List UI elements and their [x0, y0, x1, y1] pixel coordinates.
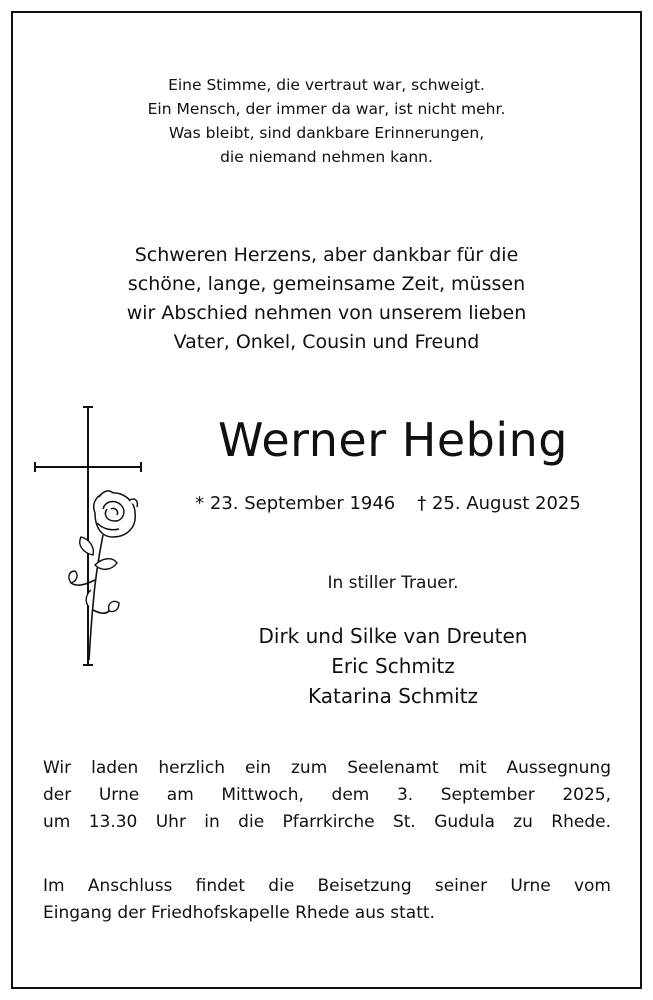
burial-line: Im Anschluss findet die Beisetzung seiner Urne vom	[43, 876, 611, 896]
death-date: † 25. August 2025	[417, 493, 581, 514]
intro-line: Schweren Herzens, aber dankbar für die	[134, 244, 519, 266]
family-signatures	[163, 621, 623, 711]
invitation-line: Wir laden herzlich ein zum Seelenamt mit Aussegnung	[43, 758, 611, 778]
burial-info	[43, 873, 611, 927]
poem-line: die niemand nehmen kann.	[220, 148, 433, 166]
birth-date: * 23. September 1946	[195, 493, 396, 514]
poem-line: Was bleibt, sind dankbare Erinnerungen,	[168, 124, 485, 142]
intro-line: schöne, lange, gemeinsame Zeit, müssen	[127, 273, 526, 295]
poem-line: Ein Mensch, der immer da war, ist nicht mehr.	[147, 100, 506, 118]
service-invitation	[43, 755, 611, 836]
intro-line: Vater, Onkel, Cousin und Freund	[173, 331, 480, 353]
mourning-line: In stiller Trauer.	[327, 573, 459, 593]
invitation-line: der Urne am Mittwoch, dem 3. September 2025,	[43, 785, 611, 805]
cross-with-rose-icon	[33, 405, 145, 669]
family-member: Dirk und Silke van Dreuten	[258, 624, 528, 648]
burial-line: Eingang der Friedhofskapelle Rhede aus statt.	[43, 903, 435, 923]
life-dates	[153, 491, 623, 517]
poem-line: Eine Stimme, die vertraut war, schweigt.	[168, 76, 485, 94]
invitation-line: um 13.30 Uhr in die Pfarrkirche St. Gudula zu Rhede.	[43, 812, 611, 832]
intro-line: wir Abschied nehmen von unserem lieben	[126, 302, 527, 324]
deceased-name: Werner Hebing	[218, 413, 568, 467]
memorial-poem	[13, 73, 640, 169]
obituary-notice	[11, 11, 642, 989]
family-member: Eric Schmitz	[331, 654, 455, 678]
family-member: Katarina Schmitz	[308, 684, 478, 708]
intro-text	[13, 241, 640, 357]
